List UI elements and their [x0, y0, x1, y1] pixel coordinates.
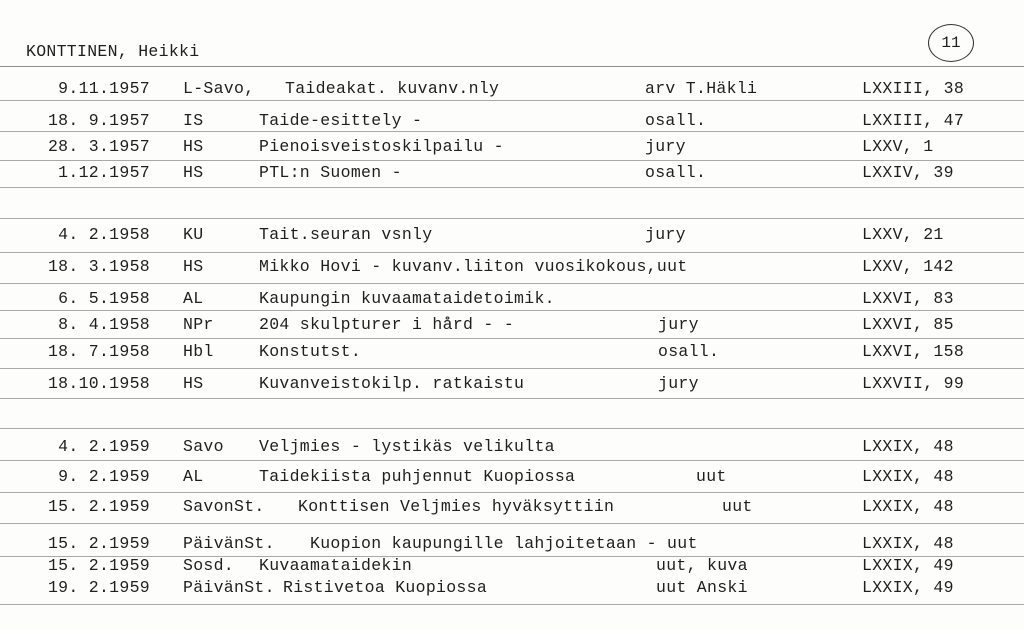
rule-line: [0, 131, 1024, 132]
entry-note: jury: [658, 315, 699, 334]
entry-ref: LXXIX, 48: [862, 437, 954, 456]
entry-date: 18. 9.1957: [47, 111, 150, 130]
entry-ref: LXXVI, 83: [862, 289, 954, 308]
entry-ref: LXXIX, 48: [862, 467, 954, 486]
rule-line: [0, 283, 1024, 284]
entry-ref: LXXIII, 47: [862, 111, 965, 130]
entry-source: IS: [183, 111, 204, 130]
rule-line: [0, 492, 1024, 493]
entry-source: L-Savo,: [183, 79, 255, 98]
rule-line: [0, 428, 1024, 429]
entry-title: Kuvaamataidekin: [259, 556, 413, 575]
entry-title: Mikko Hovi - kuvanv.liiton vuosikokous,uut: [259, 257, 688, 276]
entry-title: 204 skulpturer i hård - -: [259, 315, 515, 334]
entry-date: 15. 2.1959: [47, 497, 150, 516]
entry-note: uut, kuva: [656, 556, 748, 575]
entry-ref: LXXIV, 39: [862, 163, 954, 182]
entry-title: Taideakat. kuvanv.nly: [285, 79, 500, 98]
entry-ref: LXXIII, 38: [862, 79, 965, 98]
entry-title: Pienoisveistoskilpailu -: [259, 137, 504, 156]
rule-line: [0, 368, 1024, 369]
rule-line: [0, 523, 1024, 524]
entry-date: 1.12.1957: [58, 163, 150, 182]
entry-source: Sosd.: [183, 556, 235, 575]
entry-source: KU: [183, 225, 204, 244]
entry-ref: LXXV, 21: [862, 225, 944, 244]
rule-line: [0, 100, 1024, 101]
entry-note: uut Anski: [656, 578, 748, 597]
entry-date: 18. 7.1958: [47, 342, 150, 361]
entry-ref: LXXVI, 85: [862, 315, 954, 334]
entry-ref: LXXV, 142: [862, 257, 954, 276]
rule-line: [0, 338, 1024, 339]
entry-date: 18. 3.1958: [47, 257, 150, 276]
entry-date: 4. 2.1959: [58, 437, 150, 456]
entry-note: jury: [645, 225, 686, 244]
entry-title: Taidekiista puhjennut Kuopiossa: [259, 467, 576, 486]
entry-ref: LXXIX, 49: [862, 556, 954, 575]
entry-source: Savo: [183, 437, 224, 456]
rule-line: [0, 310, 1024, 311]
rule-line: [0, 160, 1024, 161]
entry-date: 9.11.1957: [58, 79, 150, 98]
rule-line: [0, 398, 1024, 399]
entry-source: SavonSt.: [183, 497, 265, 516]
entry-ref: LXXIX, 48: [862, 534, 954, 553]
entry-ref: LXXVII, 99: [862, 374, 965, 393]
entry-source: PäivänSt.: [183, 534, 275, 553]
entry-date: 28. 3.1957: [47, 137, 150, 156]
entry-date: 4. 2.1958: [58, 225, 150, 244]
entry-title: Konttisen Veljmies hyväksyttiin: [298, 497, 615, 516]
entry-note: arv T.Häkli: [645, 79, 758, 98]
entry-title: Kuopion kaupungille lahjoitetaan - uut: [310, 534, 698, 553]
rule-line: [0, 218, 1024, 219]
entry-date: 15. 2.1959: [47, 534, 150, 553]
entry-note: jury: [645, 137, 686, 156]
entry-title: Kuvanveistokilp. ratkaistu: [259, 374, 525, 393]
entry-source: AL: [183, 289, 204, 308]
entry-source: NPr: [183, 315, 214, 334]
rule-line: [0, 252, 1024, 253]
entry-note: uut: [696, 467, 727, 486]
entry-ref: LXXIX, 49: [862, 578, 954, 597]
entry-source: AL: [183, 467, 204, 486]
entry-title: Tait.seuran vsnly: [259, 225, 433, 244]
entry-note: osall.: [645, 111, 707, 130]
entry-note: uut: [722, 497, 753, 516]
card-heading: KONTTINEN, Heikki: [26, 42, 200, 61]
entry-ref: LXXV, 1: [862, 137, 934, 156]
entry-source: HS: [183, 137, 204, 156]
entry-date: 19. 2.1959: [47, 578, 150, 597]
entry-source: HS: [183, 257, 204, 276]
entry-source: Hbl: [183, 342, 214, 361]
entry-date: 8. 4.1958: [58, 315, 150, 334]
rule-line: [0, 604, 1024, 605]
entry-note: osall.: [658, 342, 720, 361]
entry-date: 9. 2.1959: [58, 467, 150, 486]
entry-source: HS: [183, 374, 204, 393]
entry-date: 18.10.1958: [47, 374, 150, 393]
entry-date: 6. 5.1958: [58, 289, 150, 308]
page-number-badge: 11: [928, 24, 974, 62]
entry-title: Ristivetoa Kuopiossa: [283, 578, 488, 597]
entry-ref: LXXVI, 158: [862, 342, 965, 361]
entry-note: jury: [658, 374, 699, 393]
entry-note: osall.: [645, 163, 707, 182]
entry-date: 15. 2.1959: [47, 556, 150, 575]
entry-source: HS: [183, 163, 204, 182]
entry-title: Taide-esittely -: [259, 111, 423, 130]
entry-title: Kaupungin kuvaamataidetoimik.: [259, 289, 555, 308]
entry-ref: LXXIX, 48: [862, 497, 954, 516]
entry-title: Konstutst.: [259, 342, 362, 361]
entry-title: PTL:n Suomen -: [259, 163, 402, 182]
entry-title: Veljmies - lystikäs velikulta: [259, 437, 555, 456]
rule-line: [0, 66, 1024, 67]
entry-source: PäivänSt.: [183, 578, 275, 597]
rule-line: [0, 460, 1024, 461]
rule-line: [0, 187, 1024, 188]
